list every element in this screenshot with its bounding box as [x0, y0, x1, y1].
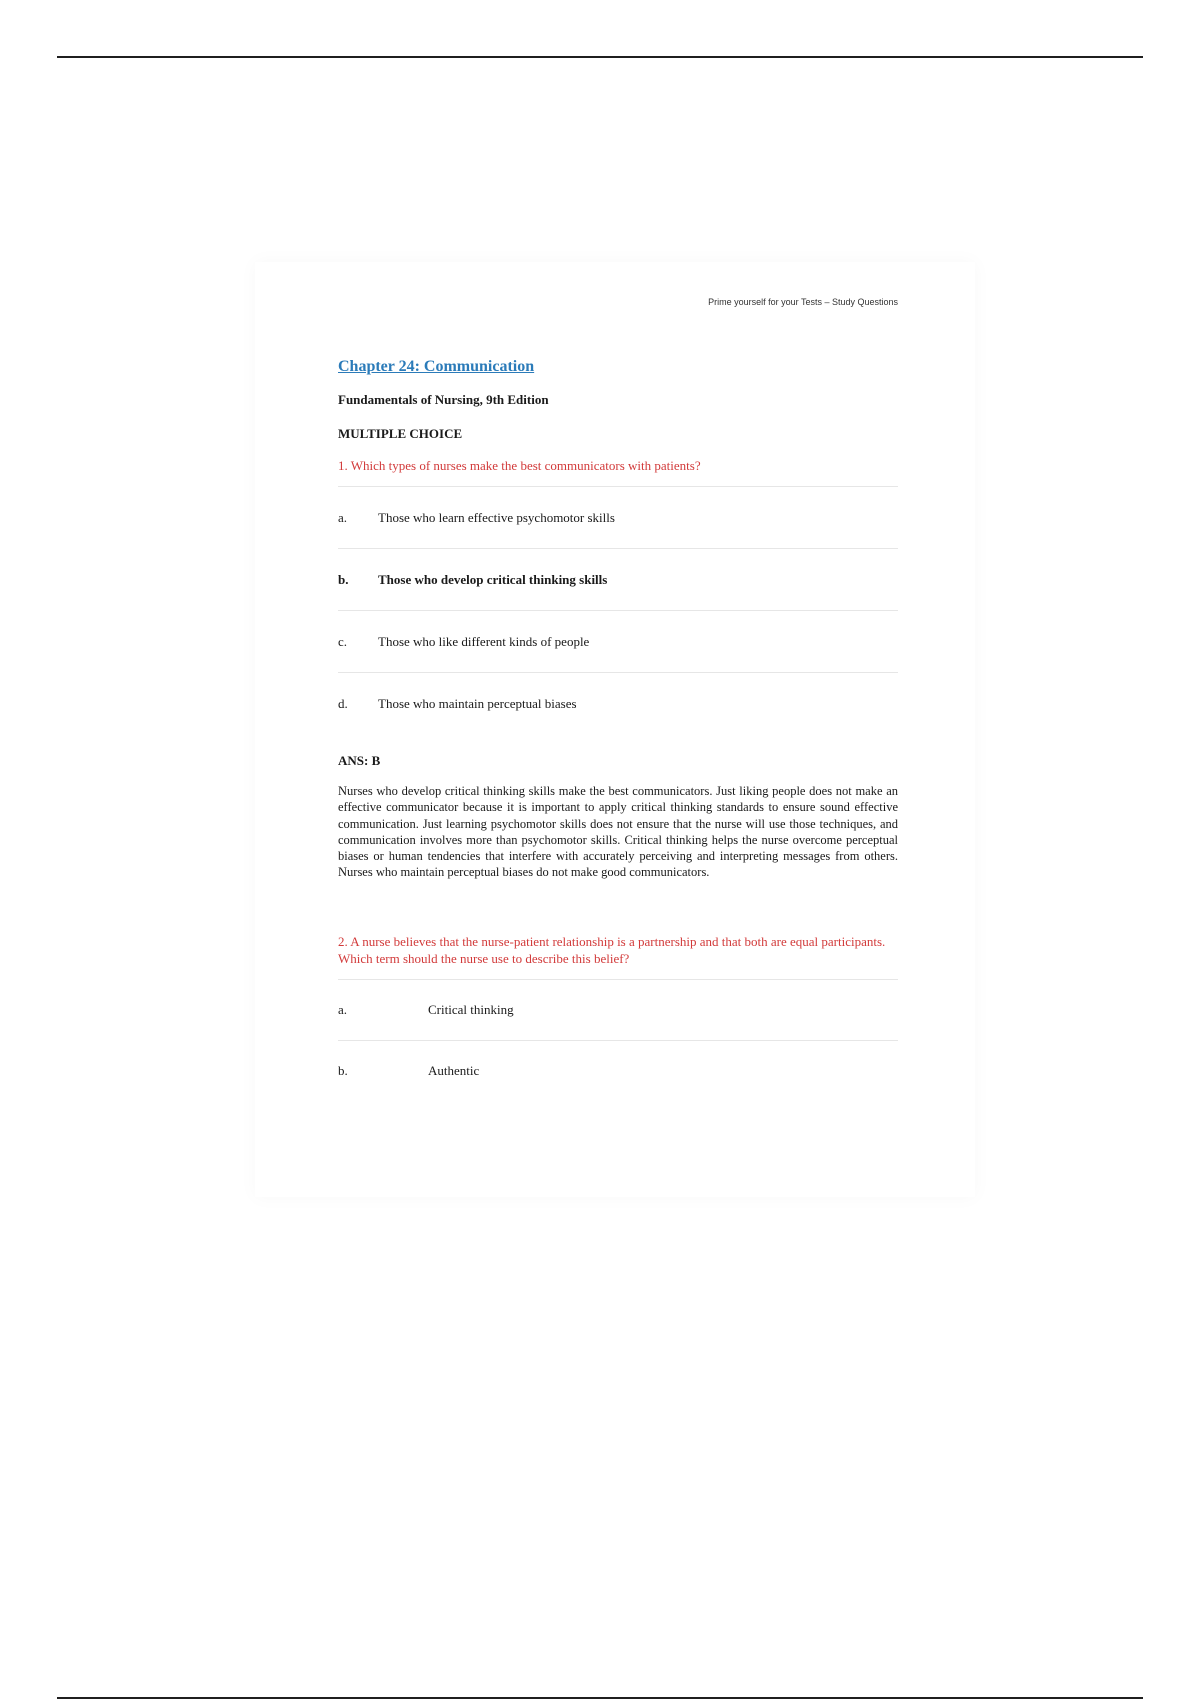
question-1-option-c: [338, 611, 898, 673]
bottom-divider: [57, 1697, 1143, 1699]
question-2-text: 2. A nurse believes that the nurse-patient relationship is a partnership and that both are equal participants. Which term should the nurse use to describe this belief?: [338, 933, 886, 966]
question-1-rationale: Nurses who develop critical thinking skills make the best communicators. Just liking people does not make an effective communicator because it is important to apply critical thinking standards to ensure sound effective communication. Just learning psychomotor skills does not ensure that the nurse will use those techniques, and communication involves more than psychomotor skills. Critical thinking helps the nurse overcome perceptual biases or human tendencies that interfere with accurately perceiving and interpreting messages from others. Nurses who maintain perceptual biases do not make good communicators.: [338, 784, 898, 880]
option-text: Those who like different kinds of people: [378, 633, 590, 649]
question-1-option-b: [338, 549, 898, 611]
question-1-text: 1. Which types of nurses make the best communicators with patients?: [338, 458, 701, 473]
question-1-option-d: [338, 673, 898, 734]
option-text: Those who maintain perceptual biases: [378, 695, 577, 711]
question-2-option-a: [338, 980, 898, 1041]
option-text: Authentic: [428, 1062, 480, 1078]
document-page: [255, 262, 975, 1197]
top-divider: [57, 56, 1143, 58]
question-2-option-b: [338, 1041, 898, 1101]
question-2-options: [338, 979, 898, 1101]
option-letter: b.: [338, 571, 349, 587]
option-letter: a.: [338, 509, 348, 525]
question-2: [338, 933, 898, 1101]
option-text: Those who develop critical thinking skills: [378, 571, 608, 587]
option-text: Critical thinking: [428, 1001, 514, 1017]
chapter-title[interactable]: Chapter 24: Communication: [338, 358, 535, 375]
book-title: Fundamentals of Nursing, 9th Edition: [338, 392, 549, 407]
section-title: MULTIPLE CHOICE: [338, 426, 463, 441]
option-text: Those who learn effective psychomotor skills: [378, 509, 615, 525]
option-letter: c.: [338, 633, 348, 649]
option-letter: a.: [338, 1001, 348, 1017]
question-1: [338, 457, 898, 881]
page-content: [338, 357, 898, 1101]
question-1-option-a: [338, 487, 898, 549]
question-1-options: [338, 486, 898, 734]
option-letter: b.: [338, 1062, 348, 1078]
option-letter: d.: [338, 695, 348, 711]
running-header: Prime yourself for your Tests – Study Questions: [708, 297, 898, 307]
question-1-answer: ANS: B: [338, 753, 381, 768]
